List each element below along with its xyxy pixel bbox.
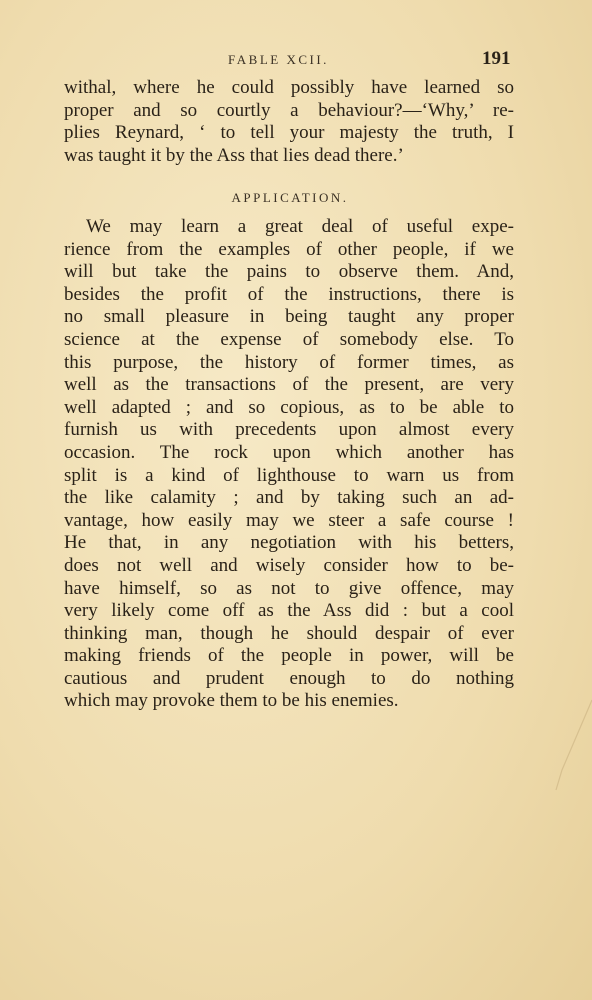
text-line: which may provoke them to be his enemies. <box>64 690 399 712</box>
text-line: very likely come off as the Ass did : but a cool <box>64 600 514 622</box>
text-line: making friends of the people in power, will be <box>64 645 514 667</box>
text-line: have himself, so as not to give offence, may <box>64 577 514 599</box>
text-line: thinking man, though he should despair of ever <box>64 622 514 644</box>
text-line: well adapted ; and so copious, as to be able to <box>64 396 514 418</box>
text-line: cautious and prudent enough to do nothing <box>64 667 514 689</box>
text-line: vantage, how easily may we steer a safe course ! <box>64 509 514 531</box>
page-number: 191 <box>482 48 511 69</box>
text-line: plies Reynard, ‘ to tell your majesty the truth, I <box>64 122 514 144</box>
text-line: will but take the pains to observe them. And, <box>64 261 514 283</box>
application-text <box>64 216 514 713</box>
text-line: rience from the examples of other people, if we <box>64 238 514 260</box>
text-line: the like calamity ; and by taking such an ad- <box>64 487 514 509</box>
text-line: well as the transactions of the present, are very <box>64 374 514 396</box>
text-line: We may learn a great deal of useful expe- <box>86 216 514 237</box>
running-head: FABLE XCII. <box>228 52 329 67</box>
fable-text <box>64 77 514 167</box>
text-line: this purpose, the history of former times, as <box>64 351 514 373</box>
text-line: proper and so courtly a behaviour?—‘Why,’ re- <box>64 99 514 121</box>
page-header <box>0 50 592 72</box>
application-heading: APPLICATION. <box>231 190 349 205</box>
text-line: no small pleasure in being taught any proper <box>64 306 514 328</box>
page-edge-mark <box>552 680 592 800</box>
text-line: furnish us with precedents upon almost every <box>64 419 514 441</box>
text-line: does not well and wisely consider how to be- <box>64 554 514 576</box>
text-line: split is a kind of lighthouse to warn us from <box>64 464 514 486</box>
text-line: occasion. The rock upon which another has <box>64 441 514 463</box>
text-line: He that, in any negotiation with his betters, <box>64 532 514 554</box>
text-line: withal, where he could possibly have learned so <box>64 77 514 98</box>
section-heading <box>0 190 592 206</box>
text-line: science at the expense of somebody else. To <box>64 328 514 350</box>
text-line: besides the profit of the instructions, there is <box>64 283 514 305</box>
text-line: was taught it by the Ass that lies dead there.’ <box>64 144 404 166</box>
